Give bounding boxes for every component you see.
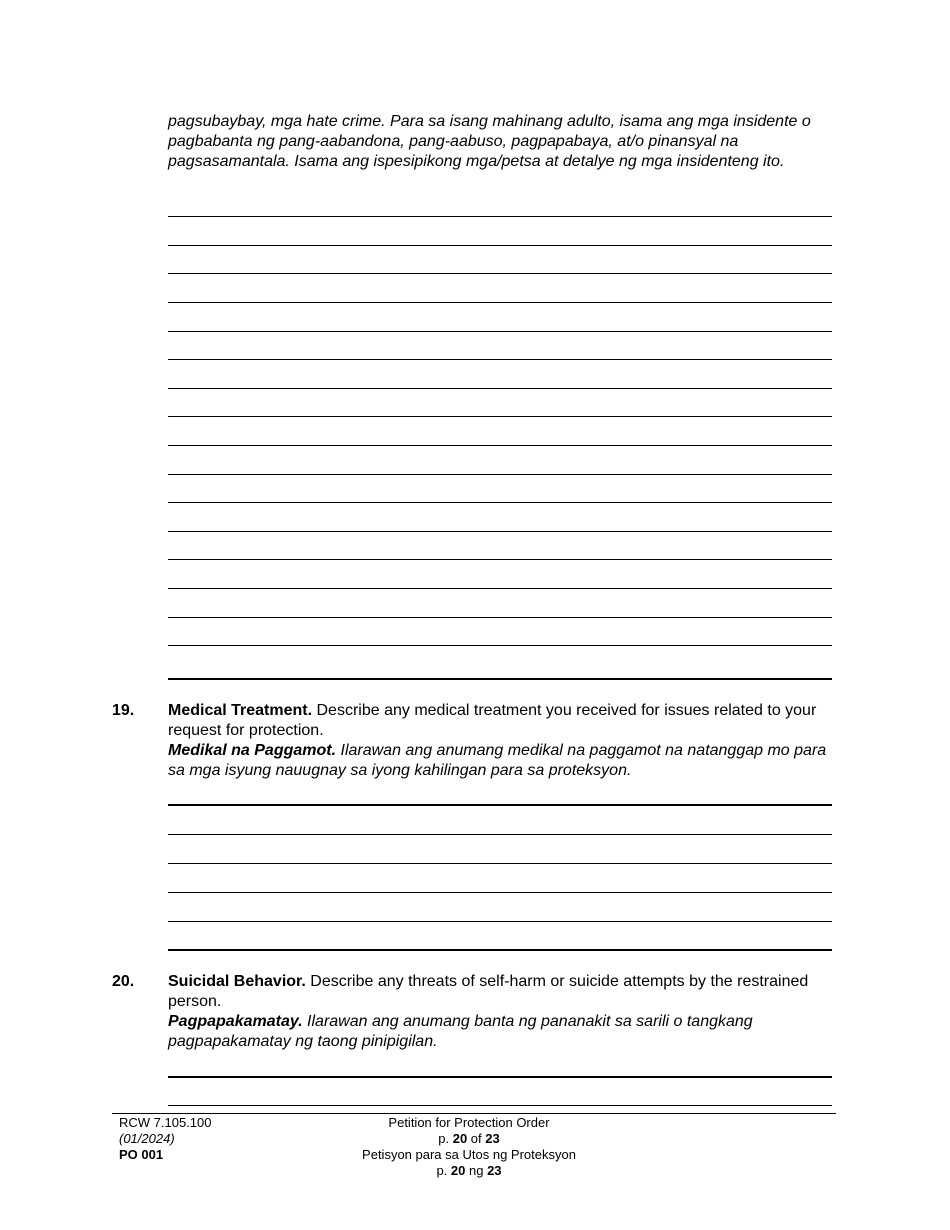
answer-line[interactable] [168, 245, 832, 246]
page-prefix: p. [436, 1163, 451, 1178]
answer-line[interactable] [168, 588, 832, 589]
question-20-translation [168, 1012, 833, 1052]
question-19-tl-description: Ilarawan ang anumang medikal na paggamot na natanggap mo para sa mga isyung nauugnay sa iyong kahilingan para sa proteksyon. [168, 742, 827, 779]
answer-line[interactable] [168, 388, 832, 389]
intro-paragraph: pagsubaybay, mga hate crime. Para sa isang mahinang adulto, isama ang mga insidente o pagbabanta ng pang-aabandona, pang-aabuso, pagpapabaya, at/o pinansyal na pagsasamantala. Isama ang ispesipikong mga/petsa at detalye ng mga insidenteng ito. [168, 113, 811, 170]
answer-line[interactable] [168, 678, 832, 680]
page-of: ng [465, 1163, 488, 1178]
answer-line[interactable] [168, 892, 832, 893]
footer-statute: RCW 7.105.100 [119, 1115, 212, 1130]
answer-line[interactable] [168, 617, 832, 618]
question-19-translation [168, 741, 833, 781]
question-20-tl-title: Pagpapakamatay. [168, 1013, 303, 1030]
answer-line[interactable] [168, 216, 832, 217]
answer-line[interactable] [168, 949, 832, 951]
page-prefix: p. [438, 1131, 453, 1146]
answer-line[interactable] [168, 1105, 832, 1106]
question-20-title: Suicidal Behavior. [168, 973, 306, 990]
answer-line[interactable] [168, 863, 832, 864]
answer-line[interactable] [168, 273, 832, 274]
answer-line[interactable] [168, 804, 832, 806]
answer-line[interactable] [168, 359, 832, 360]
answer-line[interactable] [168, 834, 832, 835]
answer-line[interactable] [168, 331, 832, 332]
footer-page-tl [340, 1163, 598, 1179]
footer-left [119, 1115, 212, 1163]
answer-line[interactable] [168, 302, 832, 303]
answer-line[interactable] [168, 474, 832, 475]
footer-page-en [340, 1131, 598, 1147]
question-19-tl-title: Medikal na Paggamot. [168, 742, 337, 759]
answer-line[interactable] [168, 445, 832, 446]
answer-line[interactable] [168, 559, 832, 560]
footer-divider [112, 1113, 836, 1114]
footer-title-en: Petition for Protection Order [388, 1115, 550, 1130]
footer-form-code: PO 001 [119, 1147, 164, 1162]
answer-line[interactable] [168, 921, 832, 922]
question-20-text [168, 972, 833, 1052]
question-19-description: Describe any medical treatment you received for issues related to your request for protection. [168, 702, 817, 739]
answer-line[interactable] [168, 1076, 832, 1078]
page-number: 20 [452, 1131, 468, 1146]
question-19-text [168, 701, 833, 781]
answer-line[interactable] [168, 531, 832, 532]
footer-title-tl: Petisyon para sa Utos ng Proteksyon [362, 1147, 576, 1162]
question-19-title: Medical Treatment. [168, 702, 313, 719]
answer-line[interactable] [168, 502, 832, 503]
footer-date: (01/2024) [119, 1131, 175, 1146]
answer-line[interactable] [168, 416, 832, 417]
footer-center [340, 1115, 598, 1179]
question-20-tl-description: Ilarawan ang anumang banta ng pananakit sa sarili o tangkang pagpapakamatay ng taong pinipigilan. [168, 1013, 753, 1050]
answer-line[interactable] [168, 645, 832, 646]
question-20-number: 20. [112, 973, 135, 990]
page-total: 23 [487, 1163, 502, 1178]
question-20-description: Describe any threats of self-harm or suicide attempts by the restrained person. [168, 973, 809, 1010]
page-of: of [467, 1131, 486, 1146]
page-number: 20 [450, 1163, 466, 1178]
page-total: 23 [485, 1131, 500, 1146]
question-19-number: 19. [112, 702, 135, 719]
